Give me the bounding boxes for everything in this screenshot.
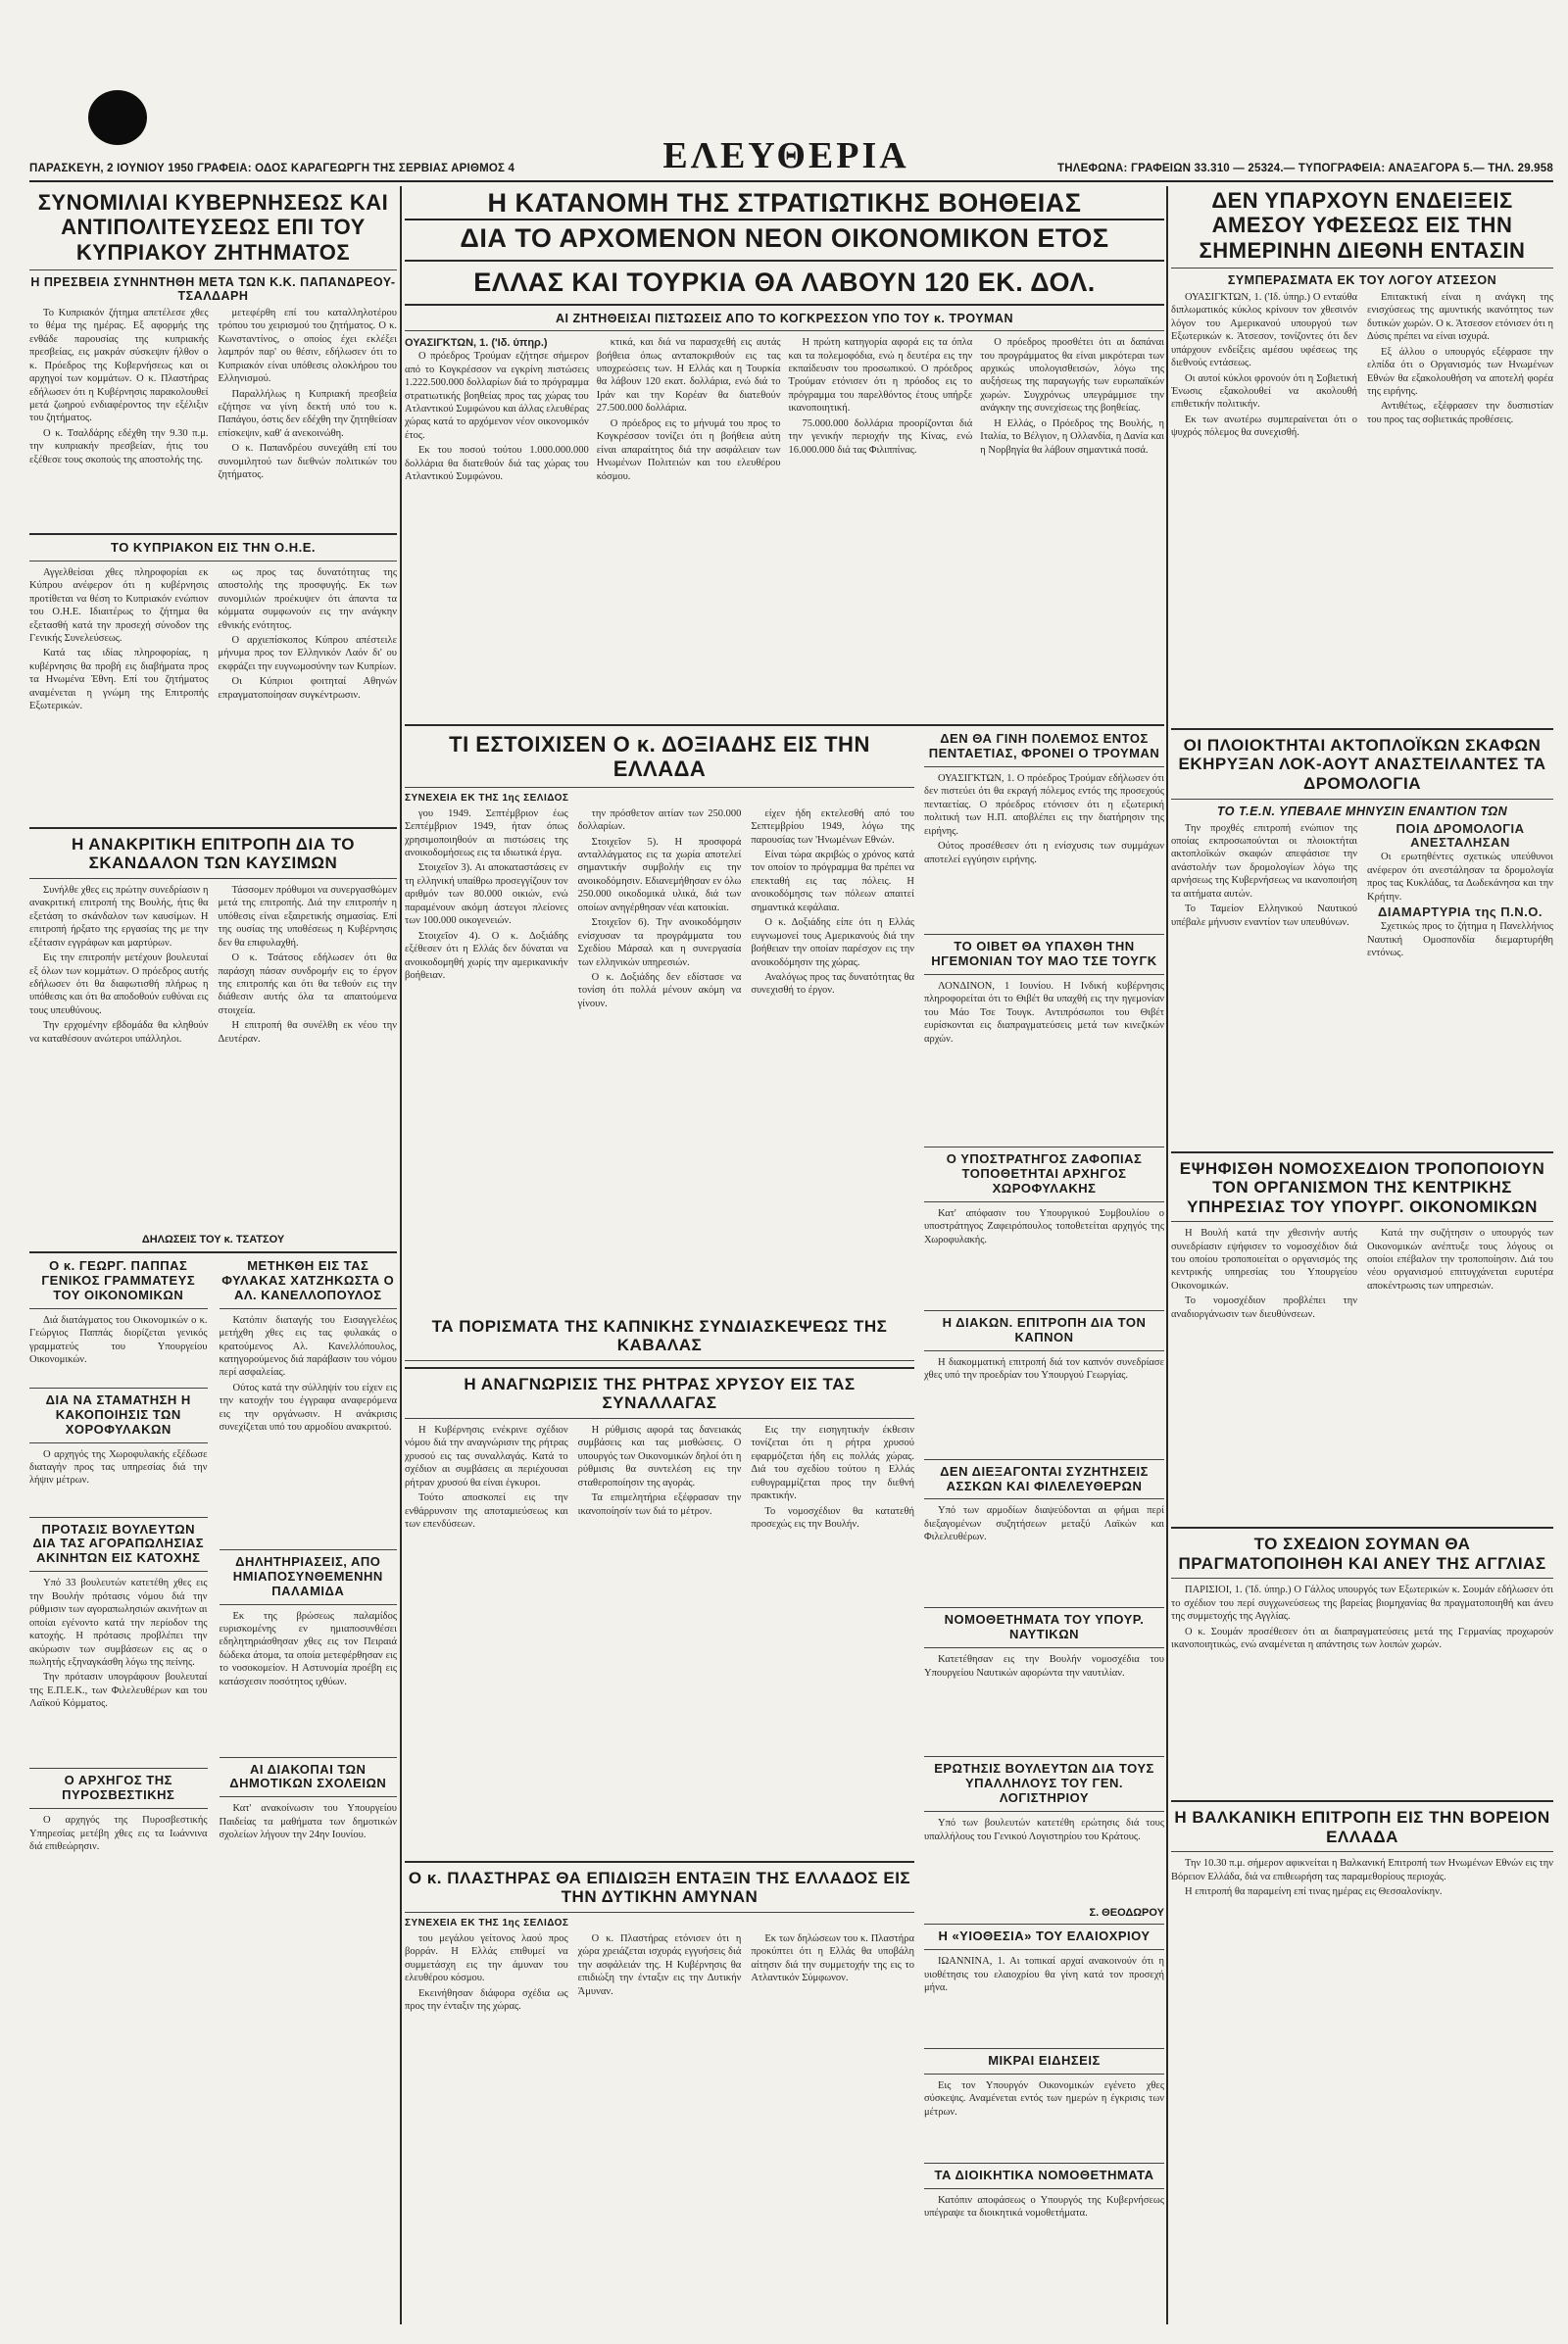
- article-text-block: Αγγελθείσαι χθες πληροφορίαι εκ Κύπρου ανέφερον ότι η κυβέρνησις προτίθεται να θέση το Κυπριακόν ενώπιον του Ο.Η.Ε. Ιδιαιτέρως το ζήτημα θα εξετασθή κατά την προσεχή σύνοδον της Γενικής Συνελεύσεως. Κατά τας ιδίας πληροφορίας, η κυβέρνησις θα προβή εις διαβήματα προς τα Ηνωμένα Έθνη. Επί του ζητήματος αναμένεται η γνώμη της Επιτροπής Εξωτερικών. ως προς τας δυνατότητας της αποστολής της προσφυγής. Εκ των συνομιλιών προέκυψεν ότι άπαντα τα κόμματα συμφωνούν εις την ανάγκην εθνικής ενότητος. Ο αρχιεπίσκοπος Κύπρου απέστειλε μήνυμα προς τον Ελληνικόν Λαόν δι' ου εκφράζει την ευγνωμοσύνην των Κυπρίων. Οι Κύπριοι φοιτηταί Αθηνών επραγματοποίησαν συγκέντρωσιν.: [29, 566, 397, 712]
- headline-suspended-routes: ΠΟΙΑ ΔΡΟΜΟΛΟΓΙΑ ΑΝΕΣΤΑΛΗΣΑΝ: [1396, 821, 1525, 851]
- article-text-block: Εκ της βρώσεως παλαμίδος ευρισκομένης εν ημιαποσυνθέσει εδηλητηριάσθησαν χθες εις τον Πειραιά δώδεκα άτομα, τα οποία μετεφέρθησαν εις το νοσοκομείον. Η Αστυνομία προέβη εις κατάσχεσιν ποσότητος ιχθύων.: [219, 1610, 397, 1687]
- headline-gendarmerie: ΔΙΑ ΝΑ ΣΤΑΜΑΤΗΣΗ Η ΚΑΚΟΠΟΙΗΣΙΣ ΤΩΝ ΧΟΡΟΦΥΛΑΚΩΝ: [45, 1392, 191, 1437]
- main-headline-fiscal-year: ΔΙΑ ΤΟ ΑΡΧΟΜΕΝΟΝ ΝΕΟΝ ΟΙΚΟΝΟΜΙΚΟΝ ΕΤΟΣ: [405, 219, 1164, 254]
- center-lower-grid: [405, 732, 1164, 2253]
- article-text-block: Κατ' απόφασιν του Υπουργικού Συμβουλίου ο υποστράτηγος Ζαφειρόπουλος τοποθετείται αρχηγός της Χωροφυλακής.: [924, 1207, 1164, 1245]
- headline-kanellopoulos: ΜΕΤΗΚΘΗ ΕΙΣ ΤΑΣ ΦΥΛΑΚΑΣ ΧΑΤΖΗΚΩΣΤΑ Ο ΑΛ. ΚΑΝΕΛΛΟΠΟΥΛΟΣ: [221, 1257, 395, 1302]
- article-text-block: Εις τον Υπουργόν Οικονομικών εγένετο χθες σύσκεψις. Αναμένεται εντός των ημερών η έγκρισις των μέτρων.: [924, 2080, 1164, 2118]
- headline-admin-laws: ΤΑ ΔΙΟΙΚΗΤΙΚΑ ΝΟΜΟΘΕΤΗΜΑΤΑ: [934, 2168, 1154, 2183]
- article-text-block: Ο αρχηγός της Πυροσβεστικής Υπηρεσίας μετέβη χθες εις τα Ιωάννινα διά επιθεώρησιν.: [29, 1815, 208, 1853]
- column-divider: [1166, 186, 1168, 2324]
- article-text-block: ΛΟΝΔΙΝΟΝ, 1 Ιουνίου. Η Ινδική κυβέρνησις πληροφορείται ότι το Θιβέτ θα υπαχθή εις την ηγεμονίαν του Μάο Τσε Τουγκ. Αντιπρόσωποι του Θιβέτ ευρίσκονται εις διαπραγματεύσεις μετά των κινεζικών αρχών.: [924, 980, 1164, 1045]
- article-text-block: Συνήλθε χθες εις πρώτην συνεδρίασιν η ανακριτική επιτροπή της Βουλής, ήτις θα εξετάση το σκάνδαλον των καυσίμων. Η επιτροπή ήρξατο της εργασίας της με την εξέτασιν εγγράφων και μαρτύρων. Εις την επιτροπήν μετέχουν βουλευταί εξ όλων των κομμάτων. Ο πρόεδρος αυτής εδήλωσεν ότι θα διαφωτισθή πλήρως η υπόθεσις και ότι θα αποδοθούν ευθύναι εις τους υπευθύνους. Την ερχομένην εβδομάδα θα κληθούν να καταθέσουν ανώτεροι υπάλληλοι. Τάσσομεν πρόθυμοι να συνεργασθώμεν μετά της επιτροπής. Διά την επιτροπήν η υπόθεσις είναι εξαιρετικής σημασίας. Επί της ουσίας της υποθέσεως η Κυβέρνησις δεν θα επιφυλαχθή. Ο κ. Τσάτσος εδήλωσεν ότι θα παράσχη πάσαν συνδρομήν εις το έργον της επιτροπής και ότι θα τεθούν εις την διάθεσιν αυτής όλα τα απαιτούμενα στοιχεία. Η επιτροπή θα συνέλθη εκ νέου την Δευτέραν.: [29, 884, 397, 1045]
- masthead-phones: ΤΗΛΕΦΩΝΑ: ΓΡΑΦΕΙΩΝ 33.310 — 25324.— ΤΥΠΟΓΡΑΦΕΙΑ: ΑΝΑΞΑΓΟΡΑ 5.— ΤΗΛ. 29.958: [1057, 163, 1553, 174]
- headline-zafeiropoulos: Ο ΥΠΟΣΤΡΑΤΗΓΟΣ ΖΑΦΟΠΙΑΣ ΤΟΠΟΘΕΤΗΤΑΙ ΑΡΧΗΓΟΣ ΧΩΡΟΦΥΛΑΚΗΣ: [946, 1150, 1143, 1196]
- right-column: [1171, 186, 1553, 2324]
- headline-pno-protest: ΔΙΑΜΑΡΤΥΡΙΑ της Π.Ν.Ο.: [1378, 904, 1543, 920]
- continued-note: ΣΥΝΕΧΕΙΑ ΕΚ ΤΗΣ 1ης ΣΕΛΙΔΟΣ: [405, 792, 569, 804]
- continued-note: ΣΥΝΕΧΕΙΑ ΕΚ ΤΗΣ 1ης ΣΕΛΙΔΟΣ: [405, 1918, 569, 1929]
- headline-fire-chief: Ο ΑΡΧΗΓΟΣ ΤΗΣ ΠΥΡΟΣΒΕΣΤΙΚΗΣ: [62, 1773, 175, 1803]
- column-divider: [400, 186, 402, 2324]
- article-text-block: Ο αρχηγός της Χωροφυλακής εξέδωσε διαταγήν προς τας υπηρεσίας διά την λήψιν μέτρων.: [29, 1448, 208, 1487]
- article-text-block: ΙΩΑΝΝΙΝΑ, 1. Αι τοπικαί αρχαί ανακοινούν ότι η υιοθέτησις του ελαιοχρίου θα γίνη κατά τον προσεχή μήνα.: [924, 1956, 1164, 1993]
- subhead-embassy: Η ΠΡΕΣΒΕΙΑ ΣΥΝΗΝΤΗΘΗ ΜΕΤΑ ΤΩΝ Κ.Κ. ΠΑΠΑΝΔΡΕΟΥ-ΤΣΑΛΔΑΡΗ: [30, 274, 396, 303]
- main-headline-military-aid: Η ΚΑΤΑΝΟΜΗ ΤΗΣ ΣΤΡΑΤΙΩΤΙΚΗΣ ΒΟΗΘΕΙΑΣ: [487, 188, 1082, 218]
- article-text-block: Υπό 33 βουλευτών κατετέθη χθες εις την Βουλήν πρότασις νόμου διά την ρύθμισιν των αγοραπωλησιών ακινήτων αι οποίαι εγένοντο κατά την περίοδον της κατοχής. Η πρότασις προβλέπει την ακύρωσιν των συμβάσεων εις ας ο πωλητής εξηναγκάσθη λόγω της πείνης. Την πρότασιν υπογράφουν βουλευταί της Ε.Π.Ε.Κ., των Φιλελευθέρων και του Λαϊκού Κόμματος.: [29, 1578, 208, 1710]
- article-text-block: του μεγάλου γείτονος λαού προς βορράν. Η Ελλάς επιθυμεί να συμμετάσχη εις την άμυναν του ελευθέρου κόσμου. Εκεινήθησαν διάφορα σχέδια ως προς την ένταξιν της χώρας. Ο κ. Πλαστήρας ετόνισεν ότι η χώρα χρειάζεται ισχυράς εγγυήσεις διά την ασφάλειάν της. Η Κυβέρνησις θα επιδιώξη την ένταξιν εις την Δυτικήν Άμυναν. Εκ των δηλώσεων του κ. Πλαστήρα προκύπτει ότι η Ελλάς θα υποβάλη αίτησιν διά την συμμετοχήν της εις το Ατλαντικόν Σύμφωνον.: [405, 1933, 914, 2013]
- byline-tsatsos: ΔΗΛΩΣΕΙΣ ΤΟΥ κ. ΤΣΑΤΣΟΥ: [141, 1233, 285, 1245]
- article-text-block: Διά διατάγματος του Οικονομικών ο κ. Γεώργιος Παππάς διορίζεται γενικός γραμματεύς του Υπουργείου Οικονομικών.: [29, 1314, 208, 1366]
- article-text-block: Υπό των βουλευτών κατετέθη ερώτησις διά τους υπαλλήλους του Γενικού Λογιστηρίου του Κράτους.: [924, 1818, 1164, 1842]
- article-text-block: ΟΥΑΣΙΓΚΤΩΝ, 1. ('Ιδ. ύπηρ.) Ο ενταύθα διπλωματικός κύκλος κρίνουν τον χθεσινόν λόγον του Αμερικανού υπουργού των Εξωτερικών κ. Άτσεσον, τονίζοντες ότι δεν υπάρχουν ενδείξεις αμέσου υφέσεως της διεθνούς εντάσεως. Οι αυτοί κύκλοι φρονούν ότι η Σοβιετική Ένωσις εξακολουθεί να ακολουθή επιθετικήν πολιτικήν. Εκ των ανωτέρω συμπεραίνεται ότι ο ψυχρός πόλεμος θα συνεχισθή. Επιτακτική είναι η ανάγκη της ενισχύσεως της αμυντικής ικανότητος των δυτικών χωρών. Ο κ. Άτσεσον ετόνισεν ότι η Δύσις πρέπει να είναι ισχυρά. Εξ άλλου ο υπουργός εξέφρασε την ελπίδα ότι ο Οργανισμός των Ηνωμένων Εθνών θα εξακολουθήση να αποτελή φορέα της ειρήνης. Αντιθέτως, εξέφρασεν την δυσπιστίαν του προς τας σοβιετικάς προθέσεις.: [1171, 291, 1553, 439]
- center-column: [405, 186, 1164, 2324]
- headline-balkan-committee: Η ΒΑΛΚΑΝΙΚΗ ΕΠΙΤΡΟΠΗ ΕΙΣ ΤΗΝ ΒΟΡΕΙΟΝ ΕΛΛΑΔΑ: [1174, 1808, 1550, 1846]
- article-text-block: Υπό των αρμοδίων διαψεύδονται αι φήμαι περί διεξαγομένων συζητήσεων μεταξύ Λαϊκών και Φιλελευθέρων.: [924, 1505, 1164, 1543]
- newspaper-title: ΕΛΕΥΘΕΡΙΑ: [662, 135, 909, 176]
- masthead: [29, 135, 1553, 182]
- headline-tibet-mao: ΤΟ ΟΙΒΕΤ ΘΑ ΥΠΑΧΘΗ ΤΗΝ ΗΓΕΜΟΝΙΑΝ ΤΟΥ ΜΑΟ ΤΣΕ ΤΟΥΓΚ: [931, 939, 1157, 968]
- byline-theodorou: Σ. ΘΕΟΔΩΡΟΥ: [1089, 1907, 1164, 1920]
- headline-no-talks: ΔΕΝ ΔΙΕΞΑΓΟΝΤΑΙ ΣΥΖΗΤΗΣΕΙΣ ΑΣΣΚΩΝ ΚΑΙ ΦΙΛΕΛΕΥΘΕΡΩΝ: [940, 1463, 1149, 1493]
- headline-kavala-tobacco: ΤΑ ΠΟΡΙΣΜΑΤΑ ΤΗΣ ΚΑΠΝΙΚΗΣ ΣΥΝΔΙΑΣΚΕΨΕΩΣ ΤΗΣ ΚΑΒΑΛΑΣ: [405, 1317, 914, 1355]
- headline-gold-clause: Η ΑΝΑΓΝΩΡΙΣΙΣ ΤΗΣ ΡΗΤΡΑΣ ΧΡΥΣΟΥ ΕΙΣ ΤΑΣ ΣΥΝΑΛΛΑΓΑΣ: [464, 1374, 856, 1413]
- headline-finance-reorganization: ΕΨΗΦΙΣΘΗ ΝΟΜΟΣΧΕΔΙΟΝ ΤΡΟΠΟΠΟΙΟΥΝ ΤΟΝ ΟΡΓΑΝΙΣΜΟΝ ΤΗΣ ΚΕΝΤΡΙΚΗΣ ΥΠΗΡΕΣΙΑΣ ΤΟΥ ΥΠΟΥΡΓ. ΟΙΚΟΝΟΜΙΚΩΝ: [1179, 1158, 1545, 1216]
- masthead-date-address: ΠΑΡΑΣΚΕΥΗ, 2 ΙΟΥΝΙΟΥ 1950 ΓΡΑΦΕΙΑ: ΟΔΟΣ ΚΑΡΑΓΕΩΡΓΗ ΤΗΣ ΣΕΡΒΙΑΣ ΑΡΙΘΜΟΣ 4: [29, 163, 515, 174]
- headline-fuel-scandal: Η ΑΝΑΚΡΙΤΙΚΗ ΕΠΙΤΡΟΠΗ ΔΙΑ ΤΟ ΣΚΑΝΔΑΛΟΝ ΤΩΝ ΚΑΥΣΙΜΩΝ: [71, 834, 356, 873]
- article-text-block: ΟΥΑΣΙΓΚΤΩΝ, 1. Ο πρόεδρος Τρούμαν εδήλωσεν ότι δεν πιστεύει ότι θα εκραγή πόλεμος εντός της προσεχούς πενταετίας. Ο πρόεδρος ετόνισεν ότι η εξωτερική πολιτική των Η.Π. αποβλέπει εις την διατήρησιν της ειρήνης. Ούτος προσέθεσεν ότι η ενίσχυσις των συμμάχων αποτελεί εγγύησιν ειρήνης.: [924, 773, 1164, 865]
- main-headline-greece-turkey: ΕΛΛΑΣ ΚΑΙ ΤΟΥΡΚΙΑ ΘΑ ΛΑΒΟΥΝ 120 ΕΚ. ΔΟΛ.: [473, 268, 1096, 298]
- article-text-block: ΠΑΡΙΣΙΟΙ, 1. ('Ιδ. ύπηρ.) Ο Γάλλος υπουργός των Εξωτερικών κ. Σουμάν εδήλωσεν ότι το σχέδιον του περί συγχωνεύσεως της βαρείας βιομηχανίας θα πραγματοποιηθή και άνευ της συμμετοχής της Αγγλίας. Ο κ. Σουμάν προσέθεσεν ότι αι διαπραγματεύσεις μετά της Γερμανίας προχωρούν ικανοποιητικώς, ενώ αναμένεται η απάντησις των λοιπών χωρών.: [1171, 1585, 1553, 1651]
- article-text-block: Η Βουλή κατά την χθεσινήν αυτής συνεδρίασιν εψήφισεν το νομοσχέδιον διά του οποίου τροποποιείται ο οργανισμός της κεντρικής υπηρεσίας του Υπουργείου Οικονομικών. Το νομοσχέδιον προβλέπει την αναδιοργάνωσιν των διευθύνσεων. Κατά την συζήτησιν ο υπουργός των Οικονομικών ανέπτυξε τους λόγους οι οποίοι επέβαλον την τροποποίησιν. Διά του νέου οργανισμού επιτυγχάνεται ευρυτέρα αποκέντρωσις των υπηρεσιών.: [1171, 1228, 1553, 1320]
- article-text-block: Την προχθές επιτροπή ενώπιον της οποίας εκπροσωπούνται οι πλοιοκτήται ακτοπλοϊκών σκαφών απεφάσισε την ανάστολήν των δρομολογίων λόγω της αρνήσεως της Κυβερνήσεως να ικανοποιήση τα αιτήματα αυτών. Το Ταμείον Ελληνικού Ναυτικού υπέβαλε μήνυσιν εναντίον των υπευθύνων. ΠΟΙΑ ΔΡΟΜΟΛΟΓΙΑ ΑΝΕΣΤΑΛΗΣΑΝ Οι ερωτηθέντες σχετικώς υπεύθυνοι ανέφερον ότι ανεστάλησαν τα δρομολογία προς τας Κυκλάδας, τα Δωδεκάνησα και την Κρήτην. ΔΙΑΜΑΡΤΥΡΙΑ της Π.Ν.Ο. Σχετικώς προς το ζήτημα η Πανελλήνιος Ναυτική Ομοσπονδία διεμαρτυρήθη εντόνως.: [1171, 821, 1553, 958]
- headline-cyprus-talks: ΣΥΝΟΜΙΛΙΑΙ ΚΥΒΕΡΝΗΣΕΩΣ ΚΑΙ ΑΝΤΙΠΟΛΙΤΕΥΣΕΩΣ ΕΠΙ ΤΟΥ ΚΥΠΡΙΑΚΟΥ ΖΗΤΗΜΑΤΟΣ: [37, 190, 389, 265]
- article-text-block: Η διακομματική επιτροπή διά τον καπνόν συνεδρίασε χθες υπό την προεδρίαν του Υπουργού Γεωργίας.: [924, 1356, 1164, 1382]
- subhead-acheson: ΣΥΜΠΕΡΑΣΜΑΤΑ ΕΚ ΤΟΥ ΛΟΓΟΥ ΑΤΣΕΣΟΝ: [1227, 272, 1497, 287]
- lead-article-text: ΟΥΑΣΙΓΚΤΩΝ, 1. ('Ιδ. ύπηρ.) Ο πρόεδρος Τρούμαν εζήτησε σήμερον από το Κογκρέσσον να εγκρίνη πιστώσεις 1.222.500.000 δολλαρίων διά το πρόγραμμα στρατιωτικής βοηθείας προς τας χώρας του Ατλαντικού Συμφώνου και άλλας ελευθέρας χώρας κατά το αρχόμενον νέον οικονομικόν έτος. Εκ του ποσού τούτου 1.000.000.000 δολλάρια θα διατεθούν διά τας χώρας του Ατλαντικού Συμφώνου. κτικά, και διά να παρασχεθή εις αυτάς βοήθεια όπως ανταποκριθούν εις τας υποχρεώσεις των. Η Ελλάς και η Τουρκία θα λάβουν 120 εκατ. δολλάρια, ενώ διά το Ιράν και την Κορέαν θα διατεθούν 27.500.000 δολλάρια. Ο πρόεδρος εις το μήνυμά του προς το Κογκρέσσον τονίζει ότι η βοήθεια αύτη είναι απαραίτητος διά την ασφάλειαν των Ηνωμένων Πολιτειών και του ελευθέρου κόσμου. Η πρώτη κατηγορία αφορά εις τα όπλα και τα πολεμοφόδια, ενώ η δευτέρα εις την εκπαίδευσιν του προσωπικού. Ο πρόεδρος Τρούμαν ετόνισεν ότι η πρόοδος εις το πρόγραμμα του παρελθόντος έτους υπήρξε ικανοποιητική. 75.000.000 δολλάρια προορίζονται διά την γενικήν περιοχήν της Κίνας, ενώ 16.000.000 διά τας Φιλιππίνας. Ο πρόεδρος προσθέτει ότι αι δαπάναι του προγράμματος θα είναι μικρότεραι των αρχικώς υπολογισθεισών, λόγω της αυξήσεως της παραγωγής των ευρωπαϊκών χωρών. Συγχρόνως υπεγράμμισε την ανάγκην της συνεχίσεως της βοηθείας. Η Ελλάς, ο Πρόεδρος της Βουλής, η Ιταλία, το Βέλγιον, η Ολλανδία, η Δανία και η Νορβηγία θα λάβουν σημαντικά ποσά.: [405, 337, 1164, 483]
- left-column: [29, 186, 397, 2324]
- headline-school-holidays: ΑΙ ΔΙΑΚΟΠΑΙ ΤΩΝ ΔΗΜΟΤΙΚΩΝ ΣΧΟΛΕΙΩΝ: [229, 1761, 387, 1791]
- headline-accounting-staff: ΕΡΩΤΗΣΙΣ ΒΟΥΛΕΥΤΩΝ ΔΙΑ ΤΟΥΣ ΥΠΑΛΛΗΛΟΥΣ ΤΟΥ ΓΕΝ. ΛΟΓΙΣΤΗΡΙΟΥ: [934, 1761, 1154, 1806]
- headline-truman-no-war: ΔΕΝ ΘΑ ΓΙΝΗ ΠΟΛΕΜΟΣ ΕΝΤΟΣ ΠΕΝΤΑΕΤΙΑΣ, ΦΡΟΝΕΙ Ο ΤΡΟΥΜΑΝ: [928, 731, 1160, 761]
- headline-naval-laws: ΝΟΜΟΘΕΤΗΜΑΤΑ ΤΟΥ ΥΠΟΥΡ. ΝΑΥΤΙΚΩΝ: [944, 1612, 1145, 1642]
- headline-schuman-plan: ΤΟ ΣΧΕΔΙΟΝ ΣΟΥΜΑΝ ΘΑ ΠΡΑΓΜΑΤΟΠΟΙΗΘΗ ΚΑΙ ΑΝΕΥ ΤΗΣ ΑΓΓΛΙΑΣ: [1178, 1535, 1546, 1573]
- article-text-block: Κατετέθησαν εις την Βουλήν νομοσχέδια του Υπουργείου Ναυτικών αφορώντα την ναυτιλίαν.: [924, 1654, 1164, 1679]
- headline-plastiras-defense: Ο κ. ΠΛΑΣΤΗΡΑΣ ΘΑ ΕΠΙΔΙΩΞΗ ΕΝΤΑΞΙΝ ΤΗΣ ΕΛΛΑΔΟΣ ΕΙΣ ΤΗΝ ΔΥΤΙΚΗΝ ΑΜΥΝΑΝ: [408, 1868, 911, 1907]
- headline-no-detente: ΔΕΝ ΥΠΑΡΧΟΥΝ ΕΝΔΕΙΞΕΙΣ ΑΜΕΣΟΥ ΥΦΕΣΕΩΣ ΕΙΣ ΤΗΝ ΣΗΜΕΡΙΝΗΝ ΔΙΕΘΝΗ ΕΝΤΑΣΙΝ: [1199, 188, 1526, 263]
- article-text-block: Κατόπιν αποφάσεως ο Υπουργός της Κυβερνήσεως υπέγραψε τα διοικητικά νομοθετήματα.: [924, 2194, 1164, 2220]
- headline-doxiadis: ΤΙ ΕΣΤΟΙΧΙΣΕΝ Ο κ. ΔΟΞΙΑΔΗΣ ΕΙΣ ΤΗΝ ΕΛΛΑΔΑ: [449, 732, 870, 782]
- article-text-block: Η Κυβέρνησις ενέκρινε σχέδιον νόμου διά την αναγνώρισιν της ρήτρας χρυσού εις τας συναλλαγάς. Κατά το σχέδιον αι συμβάσεις αι περιέχουσαι ρήτραν χρυσού θα είναι έγκυροι. Τούτο αποσκοπεί εις την ενθάρρυνσιν της αποταμιεύσεως και των επενδύσεων. Η ρύθμισις αφορά τας δανειακάς συμβάσεις και τας μισθώσεις. Ο υπουργός των Οικονομικών δηλοί ότι η ρύθμισις θα συντελέση εις την σταθεροποίησιν της αγοράς. Τα επιμελητήρια εξέφρασαν την ικανοποίησίν των διά το μέτρον. Εις την εισηγητικήν έκθεσιν τονίζεται ότι η ρήτρα χρυσού εφαρμόζεται ήδη εις πολλάς χώρας. Διά του σχεδίου τούτου η Ελλάς ευθυγραμμίζεται προς την διεθνή πρακτικήν. Το νομοσχέδιον θα κατατεθή προσεχώς εις την Βουλήν.: [405, 1424, 914, 1530]
- headline-cyprus-un: ΤΟ ΚΥΠΡΙΑΚΟΝ ΕΙΣ ΤΗΝ Ο.Η.Ε.: [111, 539, 316, 555]
- subhead-truman-credits: ΑΙ ΖΗΤΗΘΕΙΣΑΙ ΠΙΣΤΩΣΕΙΣ ΑΠΟ ΤΟ ΚΟΓΚΡΕΣΣΟΝ ΥΠΟ ΤΟΥ κ. ΤΡΟΥΜΑΝ: [555, 312, 1014, 326]
- headline-shipowners-lockout: ΟΙ ΠΛΟΙΟΚΤΗΤΑΙ ΑΚΤΟΠΛΟΪΚΩΝ ΣΚΑΦΩΝ ΕΚΗΡΥΞΑΝ ΛΟΚ-ΑΟΥΤ ΑΝΑΣΤΕΙΛΑΝΤΕΣ ΤΑ ΔΡΟΜΟΛΟΓΙΑ: [1178, 735, 1546, 793]
- lower-left-grid: [29, 1259, 397, 1882]
- article-text-block: Κατ' ανακοίνωσιν του Υπουργείου Παιδείας τα μαθήματα των δημοτικών σχολείων λήγουν την 24ην Ιουνίου.: [219, 1803, 397, 1841]
- headline-short-news: ΜΙΚΡΑΙ ΕΙΔΗΣΕΙΣ: [988, 2053, 1101, 2069]
- headline-olive-oil: Η «ΥΙΟΘΕΣΙΑ» ΤΟΥ ΕΛΑΙΟΧΡΙΟΥ: [938, 1929, 1151, 1944]
- article-text-block: γου 1949. Σεπτέμβριον έως Σεπτέμβριον 1949, ήταν όπως χρησιμοποιηθούν αι πιστώσεις της ανοικοδομήσεως εις τα ιδιωτικά έργα. Στοιχεῖον 3). Αι αποκαταστάσεις εν τη ελληνική υπαίθρω προσεγγίζουν τον αριθμόν των 80.000 οικιών, ενώ παραμένουν ακόμη άστεγοι πλείονες των 100.000 οικογενειών. Στοιχεῖον 4). Ο κ. Δοξιάδης εξέθεσεν ότι η Ελλάς δεν δύναται να ανοικοδομηθή χωρίς την αμερικανικήν βοήθειαν. την πρόσθετον αιτίαν των 250.000 δολλαρίων. Στοιχεῖον 5). Η προσφορά ανταλλάγματος εις τα χωρία αποτελεί σημαντικήν συμβολήν εις την ανοικοδόμησιν. Εδιανεμήθησαν εν όλω 250.000 οικοδομικά υλικά, διά των οποίων ανηγέρθησαν νέαι κατοικίαι. Στοιχεῖον 6). Την ανοικοδόμησιν ενίσχυσαν τα προγράμματα του Σχεδίου Μάρσαλ και η συνεργασία των ελληνικών υπηρεσιών. Ο κ. Δοξιάδης δεν εδίστασε να τονίση ότι πολλά μένουν ακόμη να γίνουν. είχεν ήδη εκτελεσθή από του Σεπτεμβρίου 1949, λόγω της παρουσίας των 'Ηνωμένων Εθνών. Είναι τώρα ακριβώς ο χρόνος κατά τον οποίον το πρόγραμμα θα πρέπει να επεκταθή εις τας πόλεις. Η ανοικοδόμησις των πόλεων απαιτεί σημαντικά κεφάλαια. Ο κ. Δοξιάδης είπε ότι η Ελλάς ευγνωμονεί τους Αμερικανούς διά την βοήθειαν την οποίαν παρέσχον εις την ανοικοδόμησιν της χώρας. Αναλόγως προς τας δυνατότητας θα συνεχισθή το έργον.: [405, 807, 914, 1009]
- headline-food-poisoning: ΔΗΛΗΤΗΡΙΑΣΕΙΣ, ΑΠΟ ΗΜΙΑΠΟΣΥΝΘΕΜΕΝΗΝ ΠΑΛΑΜΙΔΑ: [232, 1553, 383, 1598]
- headline-property-sales: ΠΡΟΤΑΣΙΣ ΒΟΥΛΕΥΤΩΝ ΔΙΑ ΤΑΣ ΑΓΟΡΑΠΩΛΗΣΙΑΣ ΑΚΙΝΗΤΩΝ ΕΙΣ ΚΑΤΟΧΗΣ: [32, 1521, 205, 1566]
- kavala-section: [405, 1317, 914, 1361]
- article-text-block: Το Κυπριακόν ζήτημα απετέλεσε χθες το θέμα της ημέρας. Εξ αφορμής της ενθάδε παρουσίας της κυπριακής πρεσβείας, εις μακράν σύσκεψιν ήλθον ο κ. Πρόεδρος της Κυβερνήσεως και οι αρχηγοί των κομμάτων. Ο κ. Πλαστήρας εδήλωσεν ότι η Κυβέρνησις παρακολουθεί μετά ζωηρού ενδιαφέροντος την εξέλιξιν του ζητήματος. Ο κ. Τσαλδάρης εδέχθη την 9.30 π.μ. την κυπριακήν πρεσβείαν, ήτις του εξέθεσε τους σκοπούς της αποστολής της. μετεφέρθη επί του καταλληλοτέρου τρόπου του χειρισμού του ζητήματος. Ο κ. Κωνσταντίνος, ο οποίος έχει εκλέξει λαμπρόν παρ' ου θέσιν, εδήλωσεν ότι το Κυπριακόν είναι υπόθεσις ολοκλήρου του Ελληνισμού. Παραλλήλως η Κυπριακή πρεσβεία εζήτησε να γίνη δεκτή υπό του κ. Παπάγου, όστις δεν εδέχθη την ζητηθείσαν επίσκεψιν, καθ' ά ανεκοινώθη. Ο κ. Παπανδρέου συνεχάθη επί του συνομιλητού των διεθνών πολιτικών του ζητήματος.: [29, 307, 397, 481]
- lead-dateline: ΟΥΑΣΙΓΚΤΩΝ, 1. ('Ιδ. ύπηρ.): [405, 337, 548, 350]
- subhead-ten-lawsuit: ΤΟ Τ.Ε.Ν. ΥΠΕΒΑΛΕ ΜΗΝΥΣΙΝ ΕΝΑΝΤΙΟΝ ΤΩΝ: [1216, 804, 1508, 818]
- headline-pappas: Ο κ. ΓΕΩΡΓ. ΠΑΠΠΑΣ ΓΕΝΙΚΟΣ ΓΡΑΜΜΑΤΕΥΣ ΤΟΥ ΟΙΚΟΝΟΜΙΚΩΝ: [41, 1257, 196, 1302]
- headline-tobacco-committee: Η ΔΙΑΚΩΝ. ΕΠΙΤΡΟΠΗ ΔΙΑ ΤΟΝ ΚΑΠΝΟΝ: [942, 1314, 1147, 1344]
- article-text-block: Κατόπιν διαταγής του Εισαγγελέως μετήχθη χθες εις τας φυλακάς ο κρατούμενος Αλ. Κανελλόπουλος, κατηγορούμενος διά παράβασιν του νόμου περί ασφαλείας. Ούτος κατά την σύλληψίν του είχεν εις την κατοχήν του έγγραφα αναφερόμενα εις την οργάνωσιν. Η ανάκρισις συνεχίζεται υπό του αρμοδίου ανακριτού.: [219, 1314, 397, 1434]
- article-text-block: Την 10.30 π.μ. σήμερον αφικνείται η Βαλκανική Επιτροπή των Ηνωμένων Εθνών εις την Βόρειον Ελλάδα, διά να επιθεωρήση τας παραμεθορίους περιοχάς. Η επιτροπή θα παραμείνη επί τινας ημέρας εις Θεσσαλονίκην.: [1171, 1858, 1553, 1898]
